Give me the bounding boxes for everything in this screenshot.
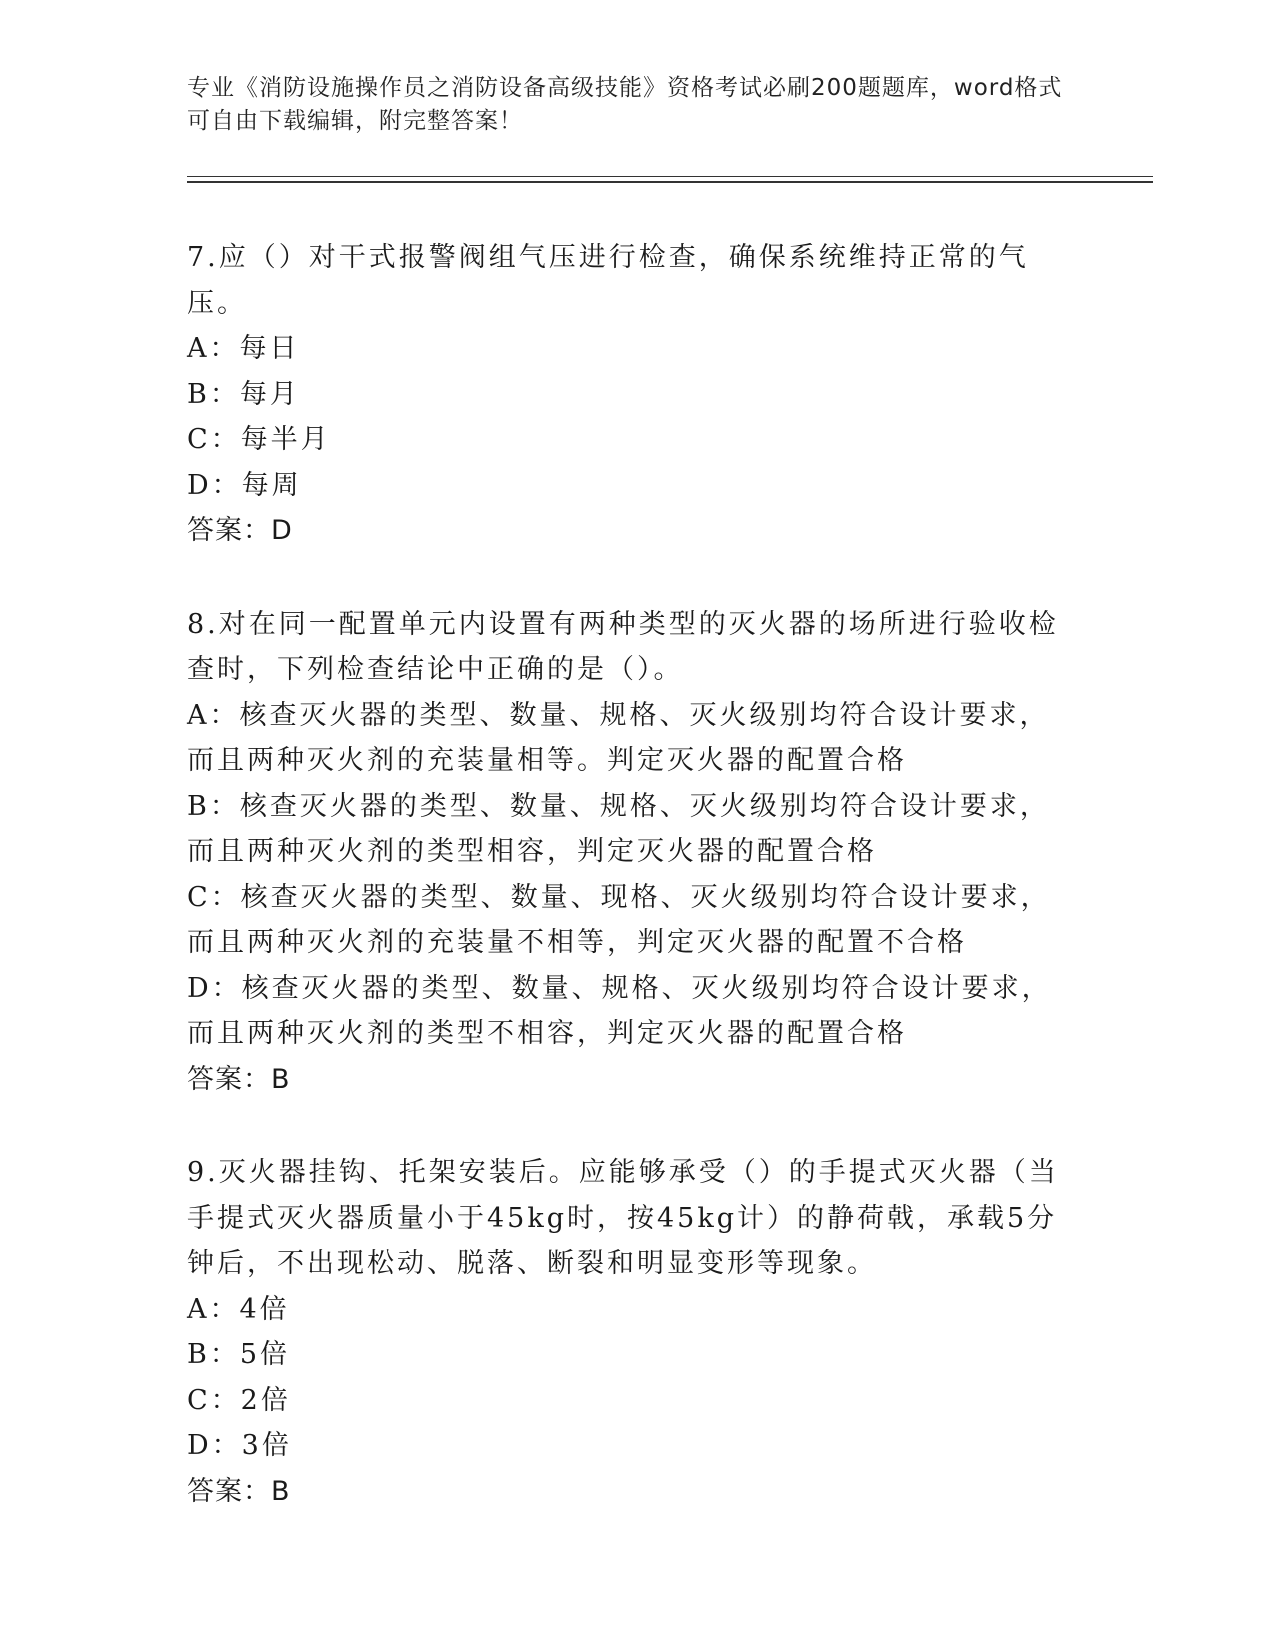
header-divider-thick [187, 181, 1153, 183]
option-b: B：5倍 [187, 1339, 291, 1370]
question-8 [187, 602, 1067, 1103]
option-c: C：每半月 [187, 424, 331, 455]
question-list [187, 235, 1067, 1562]
question-stem: 9.灭火器挂钩、托架安装后。应能够承受（）的手提式灭火器（当手提式灭火器质量小于45kg时，按45kg计）的静荷戟，承载5分钟后，不出现松动、脱落、断裂和明显变形等现象。 [187, 1157, 1059, 1279]
question-7 [187, 235, 1067, 554]
option-d: D：每周 [187, 469, 302, 501]
option-d: D：3倍 [187, 1430, 292, 1461]
option-a: A：核查灭火器的类型、数量、规格、灭火级别均符合设计要求，而且两种灭火剂的充装量相等。判定灭火器的配置合格 [187, 699, 1050, 776]
header-divider-thin [187, 176, 1153, 177]
question-stem: 7.应（）对干式报警阀组气压进行检查，确保系统维持正常的气压。 [187, 242, 1029, 319]
question-9 [187, 1150, 1067, 1514]
document-header: 专业《消防设施操作员之消防设备高级技能》资格考试必刷200题题库，word格式可自由下载编辑，附完整答案！ [187, 75, 1063, 134]
option-b: B：核查灭火器的类型、数量、规格、灭火级别均符合设计要求，而且两种灭火剂的类型相容，判定灭火器的配置合格 [187, 790, 1050, 867]
answer-line: 答案：B [187, 1063, 291, 1095]
answer-line: 答案：D [187, 515, 293, 546]
option-a: A：每日 [187, 333, 300, 364]
option-c: C：2倍 [187, 1384, 291, 1416]
answer-line: 答案：B [187, 1475, 291, 1507]
option-b: B：每月 [187, 378, 300, 410]
option-d: D：核查灭火器的类型、数量、规格、灭火级别均符合设计要求，而且两种灭火剂的类型不相容，判定灭火器的配置合格 [187, 972, 1052, 1049]
question-stem: 8.对在同一配置单元内设置有两种类型的灭火器的场所进行验收检查时，下列检查结论中正确的是（）。 [187, 608, 1059, 685]
option-c: C：核查灭火器的类型、数量、现格、灭火级别均符合设计要求，而且两种灭火剂的充装量不相等，判定灭火器的配置不合格 [187, 881, 1051, 958]
option-a: A：4倍 [187, 1293, 290, 1325]
